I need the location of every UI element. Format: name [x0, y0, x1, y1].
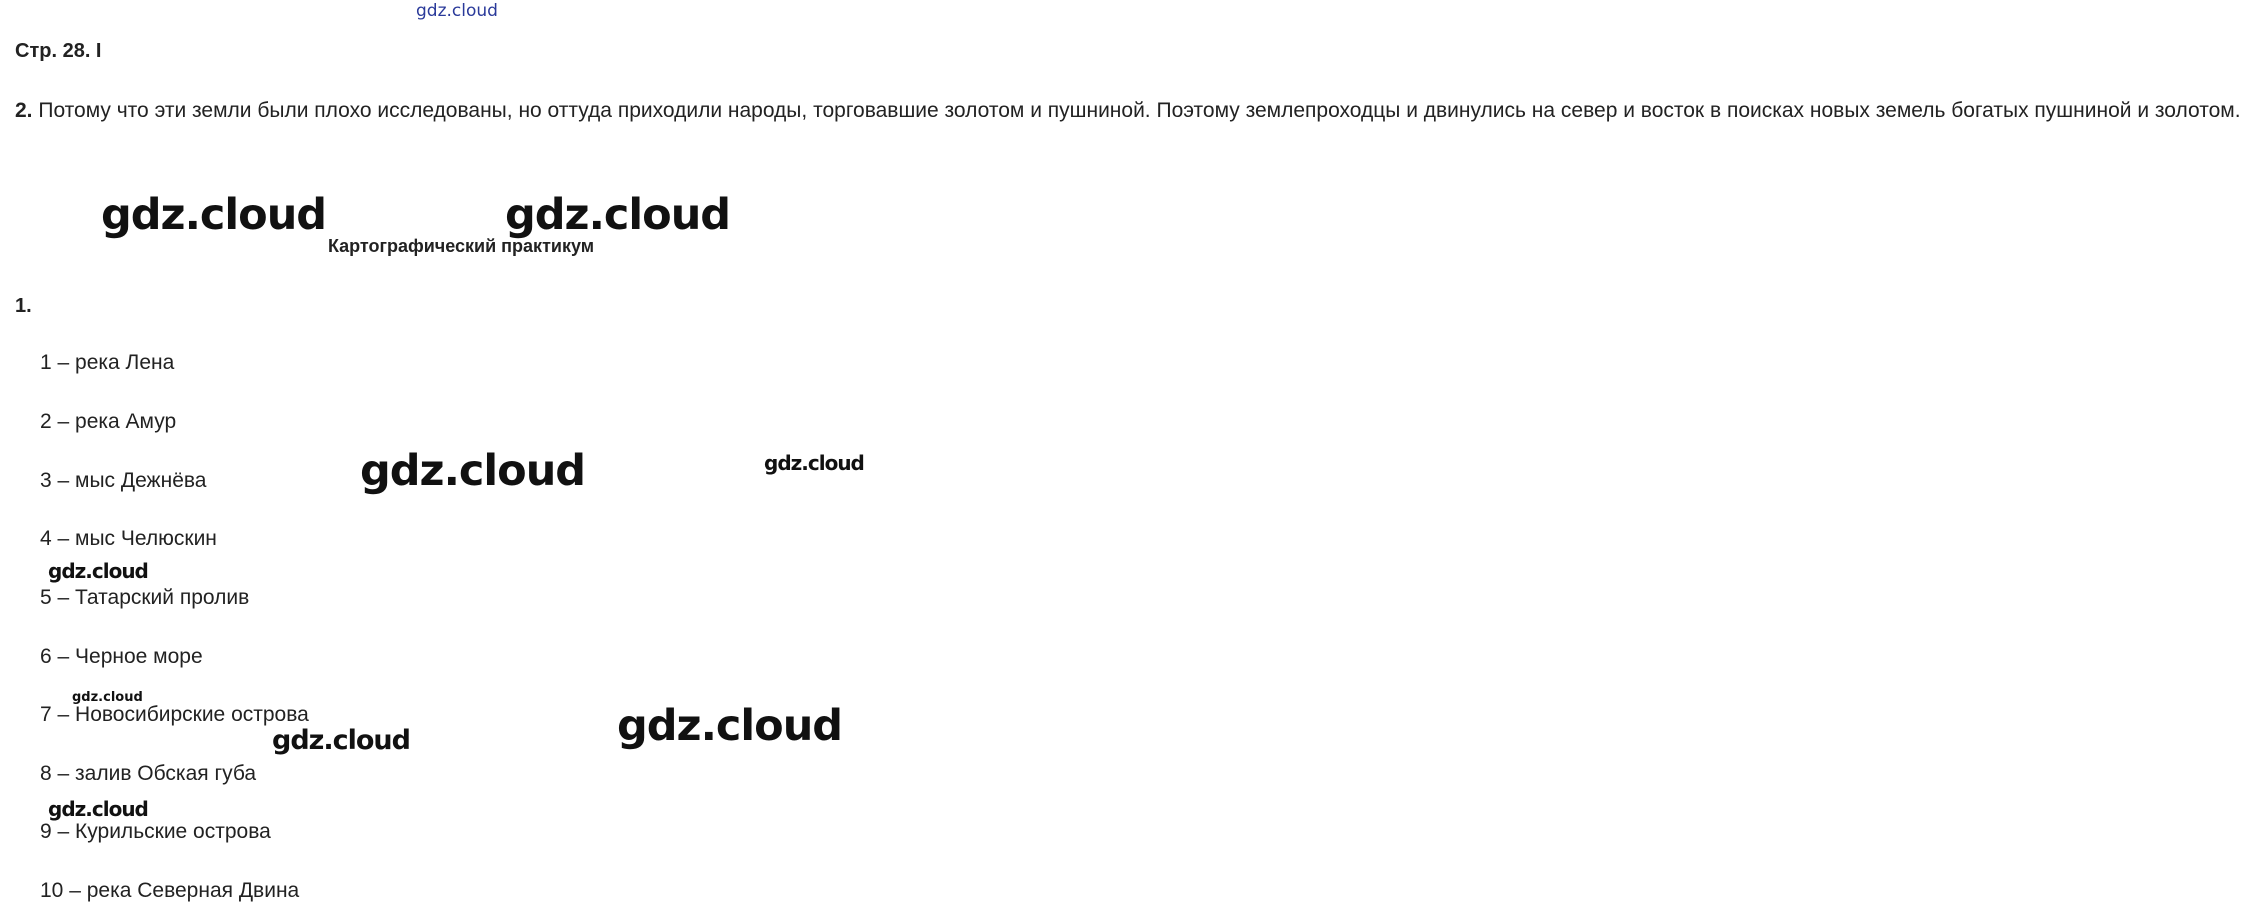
page-reference: Стр. 28. І: [15, 40, 102, 62]
task-number: 1.: [15, 295, 32, 317]
answer-text: Потому что эти земли были плохо исследованы, но оттуда приходили народы, торговавшие золотом и пушниной. Поэтому землепроходцы и двинулись на север и восток в поисках новых земель богатых пушниной и золотом.: [32, 99, 2241, 122]
list-item: 4 – мыс Челюскин: [40, 527, 217, 550]
list-item: 5 – Татарский пролив: [40, 586, 250, 609]
watermark: gdz.cloud: [764, 451, 864, 475]
list-item: 1 – река Лена: [40, 351, 175, 374]
watermark: gdz.cloud: [72, 690, 143, 705]
list-item: 6 – Черное море: [40, 645, 203, 668]
watermark: gdz.cloud: [505, 190, 731, 240]
list-item: 10 – река Северная Двина: [40, 879, 300, 902]
answer-number: 2.: [15, 99, 33, 122]
watermark: gdz.cloud: [48, 559, 148, 583]
answer-paragraph: [15, 91, 2241, 131]
section-title: Картографический практикум: [327, 236, 595, 256]
watermark: gdz.cloud: [617, 701, 843, 751]
watermark: gdz.cloud: [101, 190, 327, 240]
header-watermark: gdz.cloud: [416, 1, 498, 21]
watermark: gdz.cloud: [272, 725, 410, 756]
list-item: 8 – залив Обская губа: [40, 762, 257, 785]
list-item: 2 – река Амур: [40, 410, 177, 433]
list-item: 7 – Новосибирские острова: [40, 703, 309, 726]
watermark: gdz.cloud: [360, 446, 586, 496]
list-item: 3 – мыс Дежнёва: [40, 469, 207, 492]
list-item: 9 – Курильские острова: [40, 820, 271, 843]
watermark: gdz.cloud: [48, 797, 148, 821]
